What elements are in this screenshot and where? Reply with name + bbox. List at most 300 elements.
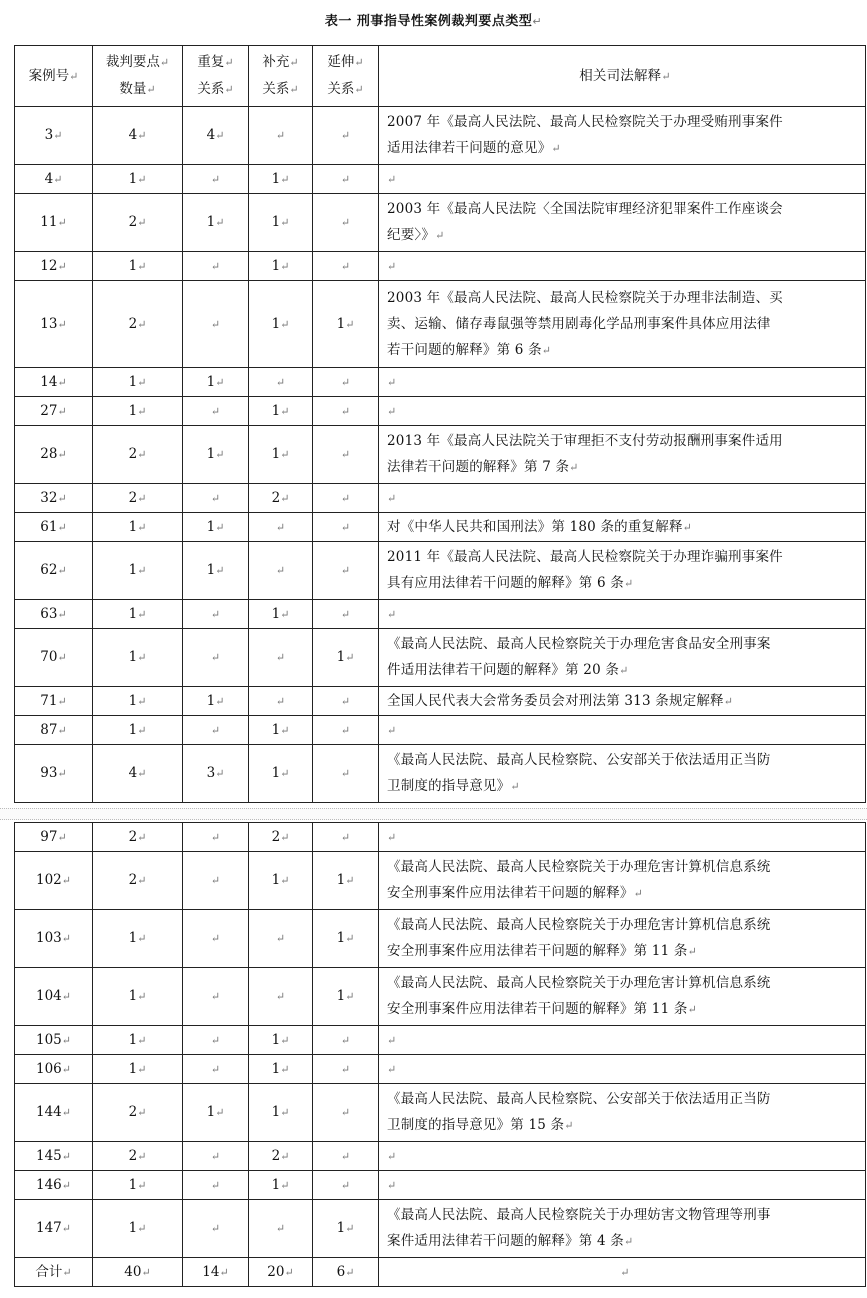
supplement-relation-cell xyxy=(249,823,313,852)
paragraph-mark: ↵ xyxy=(387,1178,397,1192)
repeat-relation-cell xyxy=(183,823,249,852)
cell-value: 4 xyxy=(206,127,216,143)
paragraph-mark: ↵ xyxy=(159,56,170,69)
extension-relation-cell xyxy=(313,542,379,600)
repeat-relation-cell xyxy=(183,194,249,252)
judicial-interpretation-cell xyxy=(379,629,866,687)
paragraph-mark: ↵ xyxy=(137,259,147,273)
judicial-interpretation-cell xyxy=(379,1171,866,1200)
paragraph-mark: ↵ xyxy=(345,317,355,331)
interpretation-line: 2003 年《最高人民法院、最高人民检察院关于办理非法制造、买 xyxy=(387,289,783,306)
cell-value: 1 xyxy=(336,930,346,946)
interpretation-line: 2011 年《最高人民法院、最高人民检察院关于办理诈骗刑事案件 xyxy=(387,549,783,565)
case-number-cell xyxy=(15,852,93,910)
table-row xyxy=(15,1142,866,1171)
paragraph-mark: ↵ xyxy=(57,404,67,418)
supplement-relation-cell xyxy=(249,281,313,368)
case-table-part-2 xyxy=(14,822,866,1287)
paragraph-mark: ↵ xyxy=(387,404,397,418)
cell-value: 2 xyxy=(271,1147,281,1164)
table-row xyxy=(15,484,866,513)
paragraph-mark: ↵ xyxy=(57,651,67,664)
cell-value: 1 xyxy=(128,649,138,665)
repeat-relation-cell xyxy=(183,397,249,426)
paragraph-mark: ↵ xyxy=(215,216,225,229)
table-row xyxy=(15,629,866,687)
cell-value: 1 xyxy=(271,315,281,332)
cell-value: 1 xyxy=(271,446,281,462)
paragraph-mark: ↵ xyxy=(137,216,147,229)
extension-relation-cell xyxy=(313,600,379,629)
cell-value: 1 xyxy=(271,1176,281,1193)
extension-relation-cell xyxy=(313,397,379,426)
judicial-interpretation-cell xyxy=(379,852,866,910)
repeat-relation-cell xyxy=(183,629,249,687)
cell-value: 28 xyxy=(40,446,58,462)
paragraph-mark: ↵ xyxy=(564,1119,574,1132)
repeat-relation-cell xyxy=(183,910,249,968)
paragraph-mark: ↵ xyxy=(387,259,397,273)
extension-relation-cell xyxy=(313,426,379,484)
cell-value: 106 xyxy=(36,1060,62,1077)
supplement-relation-cell xyxy=(249,165,313,194)
cell-value: 1 xyxy=(128,692,138,709)
points-count-cell xyxy=(93,1084,183,1142)
extension-relation-cell xyxy=(313,513,379,542)
paragraph-mark: ↵ xyxy=(340,767,351,780)
paragraph-mark: ↵ xyxy=(340,404,351,418)
interpretation-line: 《最高人民法院、最高人民检察院关于办理危害计算机信息系统 xyxy=(387,859,771,875)
paragraph-mark: ↵ xyxy=(146,83,156,96)
paragraph-mark: ↵ xyxy=(215,129,225,142)
cell-value: 1 xyxy=(271,1060,281,1077)
extension-relation-cell xyxy=(313,1142,379,1171)
paragraph-mark: ↵ xyxy=(340,1062,351,1076)
repeat-relation-cell xyxy=(183,687,249,716)
paragraph-mark: ↵ xyxy=(57,830,67,844)
header-text: 相关司法解释 xyxy=(579,67,662,84)
table-row xyxy=(15,745,866,803)
judicial-interpretation-cell xyxy=(379,716,866,745)
cell-value: 1 xyxy=(206,373,216,390)
judicial-interpretation-cell xyxy=(379,687,866,716)
paragraph-mark: ↵ xyxy=(623,1235,634,1248)
extension-relation-cell xyxy=(313,252,379,281)
cell-value: 1 xyxy=(206,1104,216,1120)
cell-value: 144 xyxy=(36,1104,62,1120)
paragraph-mark: ↵ xyxy=(340,830,351,844)
header-text: 延伸 xyxy=(327,54,355,70)
extension-relation-cell xyxy=(313,1171,379,1200)
repeat-relation-cell xyxy=(183,165,249,194)
interpretation-line: 2003 年《最高人民法院〈全国法院审理经济犯罪案件工作座谈会 xyxy=(387,201,783,217)
points-count-cell xyxy=(93,397,183,426)
paragraph-mark: ↵ xyxy=(210,1062,221,1076)
total-repeat: 14↵ xyxy=(183,1258,249,1287)
extension-relation-cell xyxy=(313,823,379,852)
cell-value: 1 xyxy=(271,1031,281,1048)
interpretation-line: 若干问题的解释》第 6 条 xyxy=(387,341,542,358)
paragraph-mark: ↵ xyxy=(137,1222,147,1235)
repeat-relation-cell xyxy=(183,716,249,745)
cell-value: 1 xyxy=(128,930,138,946)
table-row xyxy=(15,1200,866,1258)
paragraph-mark: ↵ xyxy=(280,491,290,505)
header-repeat-relation xyxy=(183,46,249,107)
paragraph-mark: ↵ xyxy=(210,1222,221,1235)
repeat-relation-cell xyxy=(183,368,249,397)
paragraph-mark: ↵ xyxy=(137,694,147,708)
repeat-relation-cell xyxy=(183,852,249,910)
extension-relation-cell xyxy=(313,194,379,252)
supplement-relation-cell xyxy=(249,629,313,687)
total-supplement: 20↵ xyxy=(249,1258,313,1287)
page-break xyxy=(0,808,867,820)
repeat-relation-cell xyxy=(183,968,249,1026)
cell-value: 1 xyxy=(271,214,281,230)
paragraph-mark: ↵ xyxy=(210,874,221,887)
paragraph-mark: ↵ xyxy=(57,317,67,331)
paragraph-mark: ↵ xyxy=(340,694,351,708)
header-text: 裁判要点 xyxy=(105,54,160,70)
interpretation-line: 案件适用法律若干问题的解释》第 4 条 xyxy=(387,1233,624,1249)
table-row xyxy=(15,426,866,484)
paragraph-mark: ↵ xyxy=(61,1222,71,1235)
cell-value: 2 xyxy=(128,872,138,888)
case-number-cell xyxy=(15,368,93,397)
cell-value: 1 xyxy=(271,721,281,738)
cell-value: 1 xyxy=(128,1176,138,1193)
paragraph-mark: ↵ xyxy=(510,780,520,793)
supplement-relation-cell xyxy=(249,600,313,629)
judicial-interpretation-cell xyxy=(379,968,866,1026)
paragraph-mark: ↵ xyxy=(137,564,147,577)
cell-value: 1 xyxy=(206,518,216,535)
paragraph-mark: ↵ xyxy=(210,830,221,844)
paragraph-mark: ↵ xyxy=(137,1178,147,1192)
cell-value: 4 xyxy=(44,170,54,187)
cell-value: 11 xyxy=(40,214,58,230)
case-number-cell xyxy=(15,252,93,281)
supplement-relation-cell xyxy=(249,513,313,542)
supplement-relation-cell xyxy=(249,910,313,968)
cell-value: 71 xyxy=(40,692,58,709)
paragraph-mark: ↵ xyxy=(137,651,147,664)
repeat-relation-cell xyxy=(183,600,249,629)
points-count-cell xyxy=(93,687,183,716)
case-number-cell xyxy=(15,1142,93,1171)
paragraph-mark: ↵ xyxy=(551,142,561,155)
paragraph-mark: ↵ xyxy=(224,83,234,96)
supplement-relation-cell xyxy=(249,542,313,600)
case-number-cell xyxy=(15,910,93,968)
paragraph-mark: ↵ xyxy=(275,129,286,142)
cell-value: 1 xyxy=(206,214,216,230)
paragraph-mark: ↵ xyxy=(280,259,290,273)
table-row xyxy=(15,852,866,910)
paragraph-mark: ↵ xyxy=(280,448,290,461)
cell-value: 105 xyxy=(36,1031,62,1048)
cell-value: 2 xyxy=(271,489,281,506)
interpretation-line: 全国人民代表大会常务委员会对刑法第 313 条规定解释 xyxy=(387,692,724,709)
paragraph-mark: ↵ xyxy=(275,990,286,1003)
cell-value: 145 xyxy=(36,1147,62,1164)
judicial-interpretation-cell xyxy=(379,484,866,513)
table-row xyxy=(15,1084,866,1142)
table-row xyxy=(15,1171,866,1200)
paragraph-mark: ↵ xyxy=(340,723,351,737)
paragraph-mark: ↵ xyxy=(345,874,355,887)
cell-value: 70 xyxy=(40,649,58,665)
judicial-interpretation-cell xyxy=(379,823,866,852)
paragraph-mark: ↵ xyxy=(57,564,67,577)
interpretation-line: 安全刑事案件应用法律若干问题的解释》第 11 条 xyxy=(387,1001,688,1017)
interpretation-line: 具有应用法律若干问题的解释》第 6 条 xyxy=(387,575,624,591)
paragraph-mark: ↵ xyxy=(210,723,221,737)
supplement-relation-cell xyxy=(249,968,313,1026)
header-case-no xyxy=(15,46,93,107)
paragraph-mark: ↵ xyxy=(387,375,397,389)
paragraph-mark: ↵ xyxy=(340,491,351,505)
header-text: 重复 xyxy=(197,54,225,70)
cell-value: 1 xyxy=(128,257,138,274)
paragraph-mark: ↵ xyxy=(137,491,147,505)
cell-value: 63 xyxy=(40,605,58,622)
table-row xyxy=(15,910,866,968)
paragraph-mark: ↵ xyxy=(57,723,67,737)
paragraph-mark: ↵ xyxy=(345,932,355,945)
paragraph-mark: ↵ xyxy=(215,375,225,389)
repeat-relation-cell xyxy=(183,745,249,803)
paragraph-mark: ↵ xyxy=(280,216,290,229)
cell-value: 4 xyxy=(128,765,138,781)
paragraph-mark: ↵ xyxy=(137,129,147,142)
total-row xyxy=(15,1258,866,1287)
header-text: 数量 xyxy=(119,81,147,97)
cell-value: 1 xyxy=(336,1220,346,1236)
judicial-interpretation-cell xyxy=(379,1142,866,1171)
points-count-cell xyxy=(93,745,183,803)
judicial-interpretation-cell xyxy=(379,368,866,397)
judicial-interpretation-cell xyxy=(379,1026,866,1055)
extension-relation-cell xyxy=(313,281,379,368)
table-row xyxy=(15,968,866,1026)
cell-value: 61 xyxy=(40,518,58,535)
header-points-count xyxy=(93,46,183,107)
interpretation-line: 安全刑事案件应用法律若干问题的解释》 xyxy=(387,885,634,901)
extension-relation-cell xyxy=(313,852,379,910)
paragraph-mark: ↵ xyxy=(345,990,355,1003)
header-row xyxy=(15,46,866,107)
paragraph-mark: ↵ xyxy=(340,1106,351,1119)
paragraph-mark: ↵ xyxy=(210,317,221,331)
cell-value: 1 xyxy=(336,872,346,888)
table-row xyxy=(15,542,866,600)
paragraph-mark: ↵ xyxy=(137,830,147,844)
paragraph-mark: ↵ xyxy=(137,404,147,418)
extension-relation-cell xyxy=(313,368,379,397)
judicial-interpretation-cell xyxy=(379,252,866,281)
points-count-cell xyxy=(93,910,183,968)
paragraph-mark: ↵ xyxy=(57,259,67,273)
paragraph-mark: ↵ xyxy=(215,767,225,780)
cell-value: 1 xyxy=(206,562,216,578)
extension-relation-cell xyxy=(313,165,379,194)
table-row xyxy=(15,397,866,426)
repeat-relation-cell xyxy=(183,1200,249,1258)
supplement-relation-cell xyxy=(249,426,313,484)
cell-value: 2 xyxy=(128,315,138,332)
case-number-cell xyxy=(15,600,93,629)
case-number-cell xyxy=(15,629,93,687)
supplement-relation-cell xyxy=(249,1171,313,1200)
paragraph-mark: ↵ xyxy=(210,990,221,1003)
paragraph-mark: ↵ xyxy=(280,172,290,186)
interpretation-line: 《最高人民法院、最高人民检察院、公安部关于依法适用正当防 xyxy=(387,1091,771,1107)
paragraph-mark: ↵ xyxy=(210,1149,221,1163)
paragraph-mark: ↵ xyxy=(289,83,299,96)
paragraph-mark: ↵ xyxy=(61,1178,71,1192)
case-number-cell xyxy=(15,397,93,426)
paragraph-mark: ↵ xyxy=(280,874,290,887)
paragraph-mark: ↵ xyxy=(61,932,71,945)
interpretation-line: 2007 年《最高人民法院、最高人民检察院关于办理受贿刑事案件 xyxy=(387,114,783,130)
paragraph-mark: ↵ xyxy=(61,1149,71,1163)
cell-value: 1 xyxy=(128,1060,138,1077)
cell-value: 3 xyxy=(44,127,54,143)
points-count-cell xyxy=(93,1026,183,1055)
points-count-cell xyxy=(93,484,183,513)
case-number-cell xyxy=(15,716,93,745)
cell-value: 97 xyxy=(40,828,58,845)
case-number-cell xyxy=(15,194,93,252)
paragraph-mark: ↵ xyxy=(280,723,290,737)
judicial-interpretation-cell xyxy=(379,1084,866,1142)
supplement-relation-cell xyxy=(249,687,313,716)
cell-value: 147 xyxy=(36,1220,62,1236)
cell-value: 1 xyxy=(128,988,138,1004)
paragraph-mark: ↵ xyxy=(340,216,351,229)
cell-value: 1 xyxy=(271,257,281,274)
extension-relation-cell xyxy=(313,1026,379,1055)
header-text: 关系 xyxy=(327,81,355,97)
cell-value: 1 xyxy=(206,692,216,709)
header-text: 案例号 xyxy=(28,67,70,84)
paragraph-mark: ↵ xyxy=(57,491,67,505)
paragraph-mark: ↵ xyxy=(210,1178,221,1192)
supplement-relation-cell xyxy=(249,368,313,397)
cell-value: 27 xyxy=(40,402,58,419)
judicial-interpretation-cell xyxy=(379,910,866,968)
paragraph-mark: ↵ xyxy=(61,874,71,887)
supplement-relation-cell xyxy=(249,1055,313,1084)
points-count-cell xyxy=(93,542,183,600)
table-row xyxy=(15,1055,866,1084)
points-count-cell xyxy=(93,513,183,542)
interpretation-line: 对《中华人民共和国刑法》第 180 条的重复解释 xyxy=(387,518,683,535)
paragraph-mark: ↵ xyxy=(210,259,221,273)
paragraph-mark: ↵ xyxy=(137,1149,147,1163)
paragraph-mark: ↵ xyxy=(275,520,286,534)
case-number-cell xyxy=(15,1026,93,1055)
paragraph-mark: ↵ xyxy=(633,887,644,900)
paragraph-mark: ↵ xyxy=(387,491,397,505)
paragraph-mark: ↵ xyxy=(387,1033,397,1047)
paragraph-mark: ↵ xyxy=(280,830,290,844)
supplement-relation-cell xyxy=(249,484,313,513)
case-number-cell xyxy=(15,484,93,513)
paragraph-mark: ↵ xyxy=(137,932,147,945)
total-label: 合计↵ xyxy=(15,1258,93,1287)
extension-relation-cell xyxy=(313,1084,379,1142)
cell-value: 2 xyxy=(128,1147,138,1164)
paragraph-mark: ↵ xyxy=(682,520,693,534)
case-number-cell xyxy=(15,165,93,194)
paragraph-mark: ↵ xyxy=(280,1106,290,1119)
paragraph-mark: ↵ xyxy=(215,564,225,577)
cell-value: 2 xyxy=(128,214,138,230)
judicial-interpretation-cell xyxy=(379,542,866,600)
points-count-cell xyxy=(93,252,183,281)
repeat-relation-cell xyxy=(183,252,249,281)
cell-value: 102 xyxy=(36,872,62,888)
paragraph-mark: ↵ xyxy=(340,1033,351,1047)
points-count-cell xyxy=(93,852,183,910)
paragraph-mark: ↵ xyxy=(215,694,225,708)
case-number-cell xyxy=(15,513,93,542)
cell-value: 146 xyxy=(36,1176,62,1193)
paragraph-mark: ↵ xyxy=(275,694,286,708)
interpretation-line: 卫制度的指导意见》 xyxy=(387,778,511,794)
interpretation-line: 《最高人民法院、最高人民检察院、公安部关于依法适用正当防 xyxy=(387,752,771,768)
paragraph-mark: ↵ xyxy=(215,448,225,461)
interpretation-line: 《最高人民法院、最高人民检察院关于办理危害计算机信息系统 xyxy=(387,975,771,991)
paragraph-mark: ↵ xyxy=(210,404,221,418)
points-count-cell xyxy=(93,194,183,252)
paragraph-mark: ↵ xyxy=(280,1033,290,1047)
extension-relation-cell xyxy=(313,745,379,803)
paragraph-mark: ↵ xyxy=(210,651,221,664)
case-number-cell xyxy=(15,1084,93,1142)
points-count-cell xyxy=(93,1142,183,1171)
paragraph-mark: ↵ xyxy=(61,1106,71,1119)
table-row xyxy=(15,823,866,852)
points-count-cell xyxy=(93,426,183,484)
cell-value: 87 xyxy=(40,721,58,738)
case-number-cell xyxy=(15,1200,93,1258)
paragraph-mark: ↵ xyxy=(137,172,147,186)
paragraph-mark: ↵ xyxy=(280,607,290,621)
paragraph-mark: ↵ xyxy=(619,664,629,677)
points-count-cell xyxy=(93,368,183,397)
header-text: 关系 xyxy=(197,81,225,97)
cell-value: 12 xyxy=(40,257,58,274)
points-count-cell xyxy=(93,281,183,368)
paragraph-mark: ↵ xyxy=(61,1062,71,1076)
paragraph-mark: ↵ xyxy=(280,1149,290,1163)
interpretation-line: 《最高人民法院、最高人民检察院关于办理妨害文物管理等刑事 xyxy=(387,1207,771,1223)
supplement-relation-cell xyxy=(249,745,313,803)
header-text: 补充 xyxy=(262,54,290,70)
paragraph-mark: ↵ xyxy=(280,317,290,331)
paragraph-mark: ↵ xyxy=(723,694,734,708)
cell-value: 1 xyxy=(336,988,346,1004)
cell-value: 1 xyxy=(271,765,281,781)
extension-relation-cell xyxy=(313,484,379,513)
interpretation-line: 卫制度的指导意见》第 15 条 xyxy=(387,1117,565,1133)
cell-value: 32 xyxy=(40,489,58,506)
paragraph-mark: ↵ xyxy=(387,172,397,186)
